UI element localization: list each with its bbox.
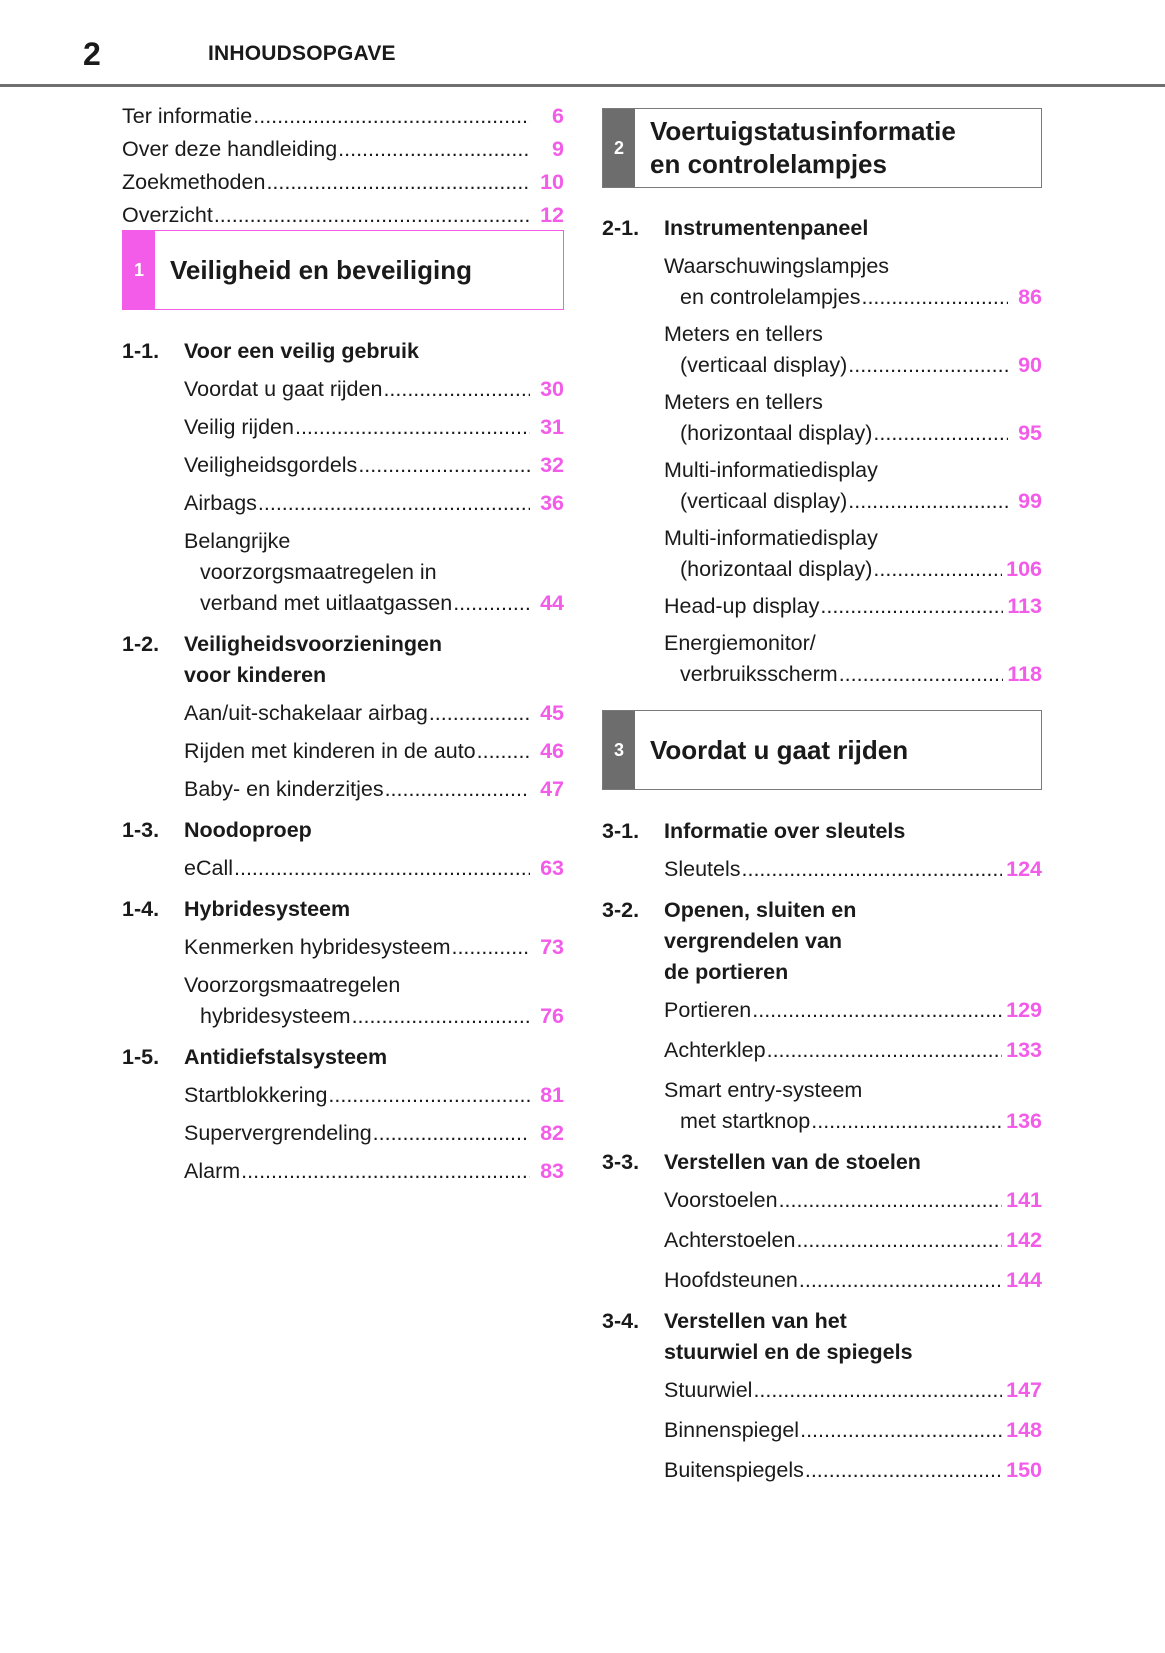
toc-entry-label: Voorzorgsmaatregelen bbox=[184, 973, 401, 997]
dot-leader bbox=[820, 591, 1003, 622]
header-rule bbox=[0, 84, 1165, 87]
section-title-line: Openen, sluiten en bbox=[664, 898, 857, 922]
page-link[interactable]: 99 bbox=[1018, 489, 1042, 513]
toc-entry[interactable] bbox=[184, 1080, 564, 1111]
toc-column-right bbox=[602, 108, 1042, 1486]
spacer bbox=[664, 1026, 1042, 1035]
section-title bbox=[184, 894, 564, 925]
section-title bbox=[664, 1147, 1042, 1178]
toc-entry[interactable] bbox=[664, 628, 1042, 690]
toc-entry-label: Head-up display bbox=[664, 594, 820, 618]
page-link[interactable]: 46 bbox=[540, 739, 564, 763]
spacer bbox=[664, 1446, 1042, 1455]
spacer bbox=[602, 1296, 1042, 1306]
spacer bbox=[184, 767, 564, 774]
dot-leader bbox=[253, 100, 530, 133]
dot-leader bbox=[214, 199, 530, 232]
toc-entry-label: (horizontaal display) bbox=[680, 421, 873, 445]
page-link[interactable]: 129 bbox=[1006, 998, 1042, 1022]
section-number: 2-1. bbox=[602, 216, 640, 240]
chapter-number-tab: 2 bbox=[603, 109, 635, 187]
page-link[interactable]: 47 bbox=[540, 777, 564, 801]
spacer bbox=[122, 884, 564, 894]
toc-entry-label: Belangrijke bbox=[184, 529, 291, 553]
chapter-3-heading[interactable] bbox=[602, 710, 1042, 790]
toc-entry[interactable] bbox=[664, 854, 1042, 885]
toc-entry-row bbox=[184, 1001, 564, 1032]
spacer bbox=[184, 729, 564, 736]
toc-entry-label: Smart entry-systeem bbox=[664, 1078, 863, 1102]
toc-entry-label: Achterklep bbox=[664, 1038, 766, 1062]
toc-entry-row bbox=[664, 1225, 1042, 1256]
toc-entry-row bbox=[664, 1106, 1042, 1137]
dot-leader bbox=[358, 450, 530, 481]
chapter-1-heading[interactable] bbox=[122, 230, 564, 310]
dot-leader bbox=[839, 659, 1004, 690]
spacer bbox=[602, 690, 1042, 710]
toc-entry[interactable] bbox=[122, 199, 564, 232]
page-link[interactable]: 95 bbox=[1018, 421, 1042, 445]
toc-entry-row bbox=[184, 450, 564, 481]
section-title-line: Verstellen van de stoelen bbox=[664, 1150, 921, 1174]
page-link[interactable]: 113 bbox=[1007, 594, 1042, 618]
section-title-line: Verstellen van het bbox=[664, 1309, 847, 1333]
spacer bbox=[602, 885, 1042, 895]
toc-entry[interactable] bbox=[664, 591, 1042, 622]
dot-leader bbox=[742, 854, 1003, 885]
dot-leader bbox=[873, 418, 1008, 449]
dot-leader bbox=[429, 698, 530, 729]
chapter-2-heading[interactable] bbox=[602, 108, 1042, 188]
toc-entry-row bbox=[664, 350, 1042, 381]
dot-leader bbox=[767, 1035, 1003, 1066]
page-link[interactable]: 147 bbox=[1006, 1378, 1042, 1402]
toc-entry[interactable] bbox=[664, 1265, 1042, 1296]
spacer bbox=[122, 1032, 564, 1042]
dot-leader bbox=[328, 1080, 530, 1111]
section-title-line: de portieren bbox=[664, 960, 789, 984]
dot-leader bbox=[799, 1265, 1002, 1296]
section-heading bbox=[122, 336, 564, 367]
section-title-line: Instrumentenpaneel bbox=[664, 216, 869, 240]
chapter-title bbox=[650, 734, 908, 767]
dot-leader bbox=[848, 350, 1008, 381]
section-number: 1-5. bbox=[122, 1045, 160, 1069]
dot-leader bbox=[753, 1375, 1002, 1406]
toc-entry-row bbox=[184, 853, 564, 884]
toc-entry-row bbox=[664, 1265, 1042, 1296]
dot-leader bbox=[752, 995, 1002, 1026]
spacer bbox=[122, 691, 564, 698]
toc-entry-row bbox=[184, 698, 564, 729]
page-link[interactable]: 36 bbox=[540, 491, 564, 515]
spacer bbox=[602, 244, 1042, 251]
chapter-title-line: Voertuigstatusinformatie bbox=[650, 116, 956, 146]
chapter-title-line: Voordat u gaat rijden bbox=[650, 734, 909, 765]
toc-entry-label: Waarschuwingslampjes bbox=[664, 254, 890, 278]
chapter-title-line: Veiligheid en beveiliging bbox=[170, 254, 472, 285]
page-link[interactable]: 73 bbox=[540, 935, 564, 959]
toc-entry[interactable] bbox=[664, 251, 1042, 313]
section-title-line: Voor een veilig gebruik bbox=[184, 339, 419, 363]
toc-entry-label: Alarm bbox=[184, 1159, 241, 1183]
toc-entry[interactable] bbox=[664, 455, 1042, 517]
dot-leader bbox=[805, 1455, 1002, 1486]
dot-leader bbox=[352, 1001, 530, 1032]
toc-entry-row bbox=[664, 1415, 1042, 1446]
toc-entry[interactable] bbox=[664, 1415, 1042, 1446]
toc-entry[interactable] bbox=[184, 736, 564, 767]
toc-entry[interactable] bbox=[184, 698, 564, 729]
toc-entry-label: Energiemonitor/ bbox=[664, 631, 816, 655]
section-items bbox=[664, 1185, 1042, 1296]
page-number: 2 bbox=[83, 36, 101, 72]
section-heading bbox=[602, 895, 1042, 988]
toc-entry-label: (horizontaal display) bbox=[680, 557, 873, 581]
toc-entry-label: Overzicht bbox=[122, 203, 213, 227]
section-heading bbox=[122, 1042, 564, 1073]
toc-entry-label: Aan/uit-schakelaar airbag bbox=[184, 701, 428, 725]
page-link[interactable]: 124 bbox=[1006, 857, 1042, 881]
toc-entry[interactable] bbox=[184, 853, 564, 884]
toc-entry-label: Ter informatie bbox=[122, 104, 253, 128]
toc-entry-row bbox=[184, 736, 564, 767]
toc-entry-label: en controlelampjes bbox=[680, 285, 861, 309]
toc-entry-row bbox=[184, 774, 564, 805]
toc-entry[interactable] bbox=[664, 1375, 1042, 1406]
section-items bbox=[664, 854, 1042, 885]
dot-leader bbox=[241, 1156, 530, 1187]
chapter-1 bbox=[122, 230, 564, 1187]
page-link[interactable]: 144 bbox=[1006, 1268, 1042, 1292]
spacer bbox=[122, 1073, 564, 1080]
spacer bbox=[122, 805, 564, 815]
toc-entry-label: Startblokkering bbox=[184, 1083, 328, 1107]
page-link[interactable]: 45 bbox=[540, 701, 564, 725]
spacer bbox=[664, 1406, 1042, 1415]
section-heading bbox=[122, 815, 564, 846]
dot-leader bbox=[266, 166, 530, 199]
toc-entry-label: Rijden met kinderen in de auto bbox=[184, 739, 476, 763]
toc-entry[interactable] bbox=[184, 1118, 564, 1149]
section-items bbox=[184, 853, 564, 884]
dot-leader bbox=[373, 1118, 530, 1149]
spacer bbox=[184, 519, 564, 526]
spacer bbox=[122, 367, 564, 374]
section-items bbox=[184, 932, 564, 1032]
toc-entry-row bbox=[184, 1156, 564, 1187]
dot-leader bbox=[453, 588, 530, 619]
toc-entry-label: verbruiksscherm bbox=[680, 662, 838, 686]
chapter-number-tab: 3 bbox=[603, 711, 635, 789]
toc-entry-row bbox=[184, 1080, 564, 1111]
section-title-line: Hybridesysteem bbox=[184, 897, 351, 921]
toc-entry-row bbox=[664, 1455, 1042, 1486]
spacer bbox=[602, 1137, 1042, 1147]
toc-entry-label: Kenmerken hybridesysteem bbox=[184, 935, 451, 959]
section-number: 3-4. bbox=[602, 1309, 640, 1333]
toc-entry[interactable] bbox=[664, 1035, 1042, 1066]
chapter-2 bbox=[602, 108, 1042, 690]
toc-entry-label: Veiligheidsgordels bbox=[184, 453, 358, 477]
toc-entry-label: Portieren bbox=[664, 998, 752, 1022]
dot-leader bbox=[800, 1415, 1002, 1446]
toc-entry[interactable] bbox=[184, 932, 564, 963]
section-number: 3-2. bbox=[602, 898, 640, 922]
spacer bbox=[122, 310, 564, 336]
section-title bbox=[664, 1306, 1042, 1368]
toc-entry-row bbox=[184, 1118, 564, 1149]
toc-entry-label: Voordat u gaat rijden bbox=[184, 377, 383, 401]
toc-entry-label: Voorstoelen bbox=[664, 1188, 778, 1212]
page-link[interactable]: 141 bbox=[1006, 1188, 1042, 1212]
toc-entry-label: Achterstoelen bbox=[664, 1228, 796, 1252]
spacer bbox=[184, 405, 564, 412]
toc-entry[interactable] bbox=[664, 995, 1042, 1026]
toc-entry[interactable] bbox=[184, 1156, 564, 1187]
toc-entry[interactable] bbox=[184, 526, 564, 619]
page-link[interactable]: 44 bbox=[540, 591, 564, 615]
chapter-title bbox=[170, 254, 472, 287]
toc-entry-row bbox=[664, 486, 1042, 517]
toc-entry-row bbox=[664, 1375, 1042, 1406]
toc-entry-label: Meters en tellers bbox=[664, 390, 823, 414]
toc-entry-row bbox=[664, 995, 1042, 1026]
section-title-line: voor kinderen bbox=[184, 663, 327, 687]
toc-entry-row bbox=[664, 1035, 1042, 1066]
section-title-line: Informatie over sleutels bbox=[664, 819, 906, 843]
dot-leader bbox=[234, 853, 530, 884]
page-link[interactable]: 12 bbox=[540, 203, 564, 227]
page-link[interactable]: 9 bbox=[552, 137, 564, 161]
spacer bbox=[664, 1216, 1042, 1225]
dot-leader bbox=[873, 554, 1002, 585]
toc-entry-row bbox=[664, 659, 1042, 690]
section-items bbox=[184, 1080, 564, 1187]
dot-leader bbox=[811, 1106, 1002, 1137]
toc-entry[interactable] bbox=[664, 1075, 1042, 1137]
page-link[interactable]: 133 bbox=[1006, 1038, 1042, 1062]
chapter-3 bbox=[602, 710, 1042, 1486]
toc-entry[interactable] bbox=[664, 523, 1042, 585]
section-items bbox=[664, 1375, 1042, 1486]
page-link[interactable]: 86 bbox=[1018, 285, 1042, 309]
spacer bbox=[122, 925, 564, 932]
section-heading bbox=[122, 629, 564, 691]
spacer bbox=[184, 443, 564, 450]
section-title bbox=[664, 816, 1042, 847]
toc-entry-label: Baby- en kinderzitjes bbox=[184, 777, 384, 801]
toc-entry-row bbox=[184, 588, 564, 619]
page-link[interactable]: 90 bbox=[1018, 353, 1042, 377]
spacer bbox=[602, 988, 1042, 995]
dot-leader bbox=[258, 488, 530, 519]
spacer bbox=[122, 619, 564, 629]
page-link[interactable]: 106 bbox=[1006, 557, 1042, 581]
page-link[interactable]: 148 bbox=[1006, 1418, 1042, 1442]
section-number: 3-3. bbox=[602, 1150, 640, 1174]
toc-entry[interactable] bbox=[184, 374, 564, 405]
section-items bbox=[184, 698, 564, 805]
section-title bbox=[184, 336, 564, 367]
toc-entry[interactable] bbox=[664, 319, 1042, 381]
toc-entry-label: Hoofdsteunen bbox=[664, 1268, 798, 1292]
spacer bbox=[664, 1256, 1042, 1265]
dot-leader bbox=[779, 1185, 1003, 1216]
page-link[interactable]: 136 bbox=[1006, 1109, 1042, 1133]
dot-leader bbox=[383, 374, 530, 405]
toc-entry-label: eCall bbox=[184, 856, 233, 880]
toc-entry-label: (verticaal display) bbox=[680, 353, 848, 377]
toc-entry-label: verband met uitlaatgassen bbox=[200, 591, 453, 615]
toc-entry[interactable] bbox=[184, 970, 564, 1032]
section-title bbox=[664, 213, 1042, 244]
spacer bbox=[602, 847, 1042, 854]
section-number: 1-2. bbox=[122, 632, 160, 656]
spacer bbox=[602, 1368, 1042, 1375]
toc-entry-label: Buitenspiegels bbox=[664, 1458, 804, 1482]
section-items bbox=[184, 374, 564, 619]
section-title bbox=[184, 815, 564, 846]
toc-entry[interactable] bbox=[184, 488, 564, 519]
toc-entry[interactable] bbox=[664, 1185, 1042, 1216]
dot-leader bbox=[338, 133, 530, 166]
section-title bbox=[664, 895, 1042, 988]
toc-entry-label: Supervergrendeling bbox=[184, 1121, 372, 1145]
page-header bbox=[0, 0, 1165, 90]
page-link[interactable]: 150 bbox=[1006, 1458, 1042, 1482]
toc-entry-label: voorzorgsmaatregelen in bbox=[200, 560, 437, 584]
section-heading bbox=[602, 213, 1042, 244]
toc-entry-label: Multi-informatiedisplay bbox=[664, 526, 878, 550]
toc-entry[interactable] bbox=[664, 1455, 1042, 1486]
spacer bbox=[602, 188, 1042, 213]
toc-entry[interactable] bbox=[184, 412, 564, 443]
spacer bbox=[602, 1178, 1042, 1185]
toc-entry-label: Airbags bbox=[184, 491, 257, 515]
toc-entry-label: Stuurwiel bbox=[664, 1378, 753, 1402]
section-title bbox=[184, 629, 564, 691]
page-link[interactable]: 10 bbox=[540, 170, 564, 194]
chapter-number-tab: 1 bbox=[123, 231, 155, 309]
toc-entry-row bbox=[664, 591, 1042, 622]
section-number: 1-3. bbox=[122, 818, 160, 842]
toc-entry[interactable] bbox=[122, 166, 564, 199]
toc-entry-row bbox=[184, 488, 564, 519]
page-link[interactable]: 82 bbox=[540, 1121, 564, 1145]
section-heading bbox=[602, 816, 1042, 847]
spacer bbox=[602, 790, 1042, 816]
section-title-line: vergrendelen van bbox=[664, 929, 843, 953]
toc-entry-row bbox=[664, 1185, 1042, 1216]
toc-entry-row bbox=[184, 932, 564, 963]
toc-entry-label: hybridesysteem bbox=[200, 1004, 351, 1028]
page-title: INHOUDSOPGAVE bbox=[208, 42, 396, 65]
dot-leader bbox=[861, 282, 1008, 313]
toc-entry[interactable] bbox=[122, 100, 564, 133]
spacer bbox=[184, 1111, 564, 1118]
toc-entry-label: Over deze handleiding bbox=[122, 137, 338, 161]
dot-leader bbox=[477, 736, 530, 767]
dot-leader bbox=[385, 774, 530, 805]
spacer bbox=[184, 963, 564, 970]
section-items bbox=[664, 251, 1042, 690]
toc-entry-label: Multi-informatiedisplay bbox=[664, 458, 878, 482]
page-link[interactable]: 81 bbox=[540, 1083, 564, 1107]
toc-entry-label: met startknop bbox=[680, 1109, 811, 1133]
toc-entry-row bbox=[664, 854, 1042, 885]
toc-entry-label: Binnenspiegel bbox=[664, 1418, 800, 1442]
toc-entry-label: Meters en tellers bbox=[664, 322, 823, 346]
section-title-line: Antidiefstalsysteem bbox=[184, 1045, 388, 1069]
section-items bbox=[664, 995, 1042, 1137]
toc-entry[interactable] bbox=[184, 774, 564, 805]
toc-entry[interactable] bbox=[664, 1225, 1042, 1256]
section-number: 3-1. bbox=[602, 819, 640, 843]
spacer bbox=[184, 1149, 564, 1156]
spacer bbox=[664, 1066, 1042, 1075]
toc-entry[interactable] bbox=[184, 450, 564, 481]
toc-entry-label: Zoekmethoden bbox=[122, 170, 266, 194]
toc-entry[interactable] bbox=[664, 387, 1042, 449]
toc-entry-row bbox=[664, 418, 1042, 449]
chapter-title-line: en controlelampjes bbox=[650, 149, 887, 179]
section-heading bbox=[122, 894, 564, 925]
section-title-line: stuurwiel en de spiegels bbox=[664, 1340, 913, 1364]
section-heading bbox=[602, 1306, 1042, 1368]
toc-entry-row bbox=[184, 374, 564, 405]
toc-entry-label: (verticaal display) bbox=[680, 489, 848, 513]
page-link[interactable]: 83 bbox=[540, 1159, 564, 1183]
toc-entry[interactable] bbox=[122, 133, 564, 166]
dot-leader bbox=[451, 932, 530, 963]
page-link[interactable]: 31 bbox=[540, 415, 564, 439]
spacer bbox=[122, 846, 564, 853]
toc-entry-row bbox=[664, 282, 1042, 313]
toc-entry-label: Sleutels bbox=[664, 857, 741, 881]
page-link[interactable]: 30 bbox=[540, 377, 564, 401]
section-title-line: Noodoproep bbox=[184, 818, 312, 842]
toc-column-left bbox=[122, 100, 564, 1187]
section-heading bbox=[602, 1147, 1042, 1178]
page-link[interactable]: 76 bbox=[540, 1004, 564, 1028]
page-link[interactable]: 142 bbox=[1006, 1228, 1042, 1252]
toc-entry-label: Veilig rijden bbox=[184, 415, 294, 439]
dot-leader bbox=[295, 412, 530, 443]
page-link[interactable]: 63 bbox=[540, 856, 564, 880]
toc-entry-row bbox=[664, 554, 1042, 585]
spacer bbox=[184, 481, 564, 488]
section-number: 1-4. bbox=[122, 897, 160, 921]
dot-leader bbox=[848, 486, 1008, 517]
section-title-line: Veiligheidsvoorzieningen bbox=[184, 632, 443, 656]
section-number: 1-1. bbox=[122, 339, 160, 363]
section-title bbox=[184, 1042, 564, 1073]
toc-entry-row bbox=[184, 412, 564, 443]
dot-leader bbox=[796, 1225, 1002, 1256]
page-link[interactable]: 6 bbox=[552, 104, 564, 128]
page-link[interactable]: 32 bbox=[540, 453, 564, 477]
page-link[interactable]: 118 bbox=[1007, 662, 1042, 686]
chapter-title bbox=[650, 115, 956, 181]
